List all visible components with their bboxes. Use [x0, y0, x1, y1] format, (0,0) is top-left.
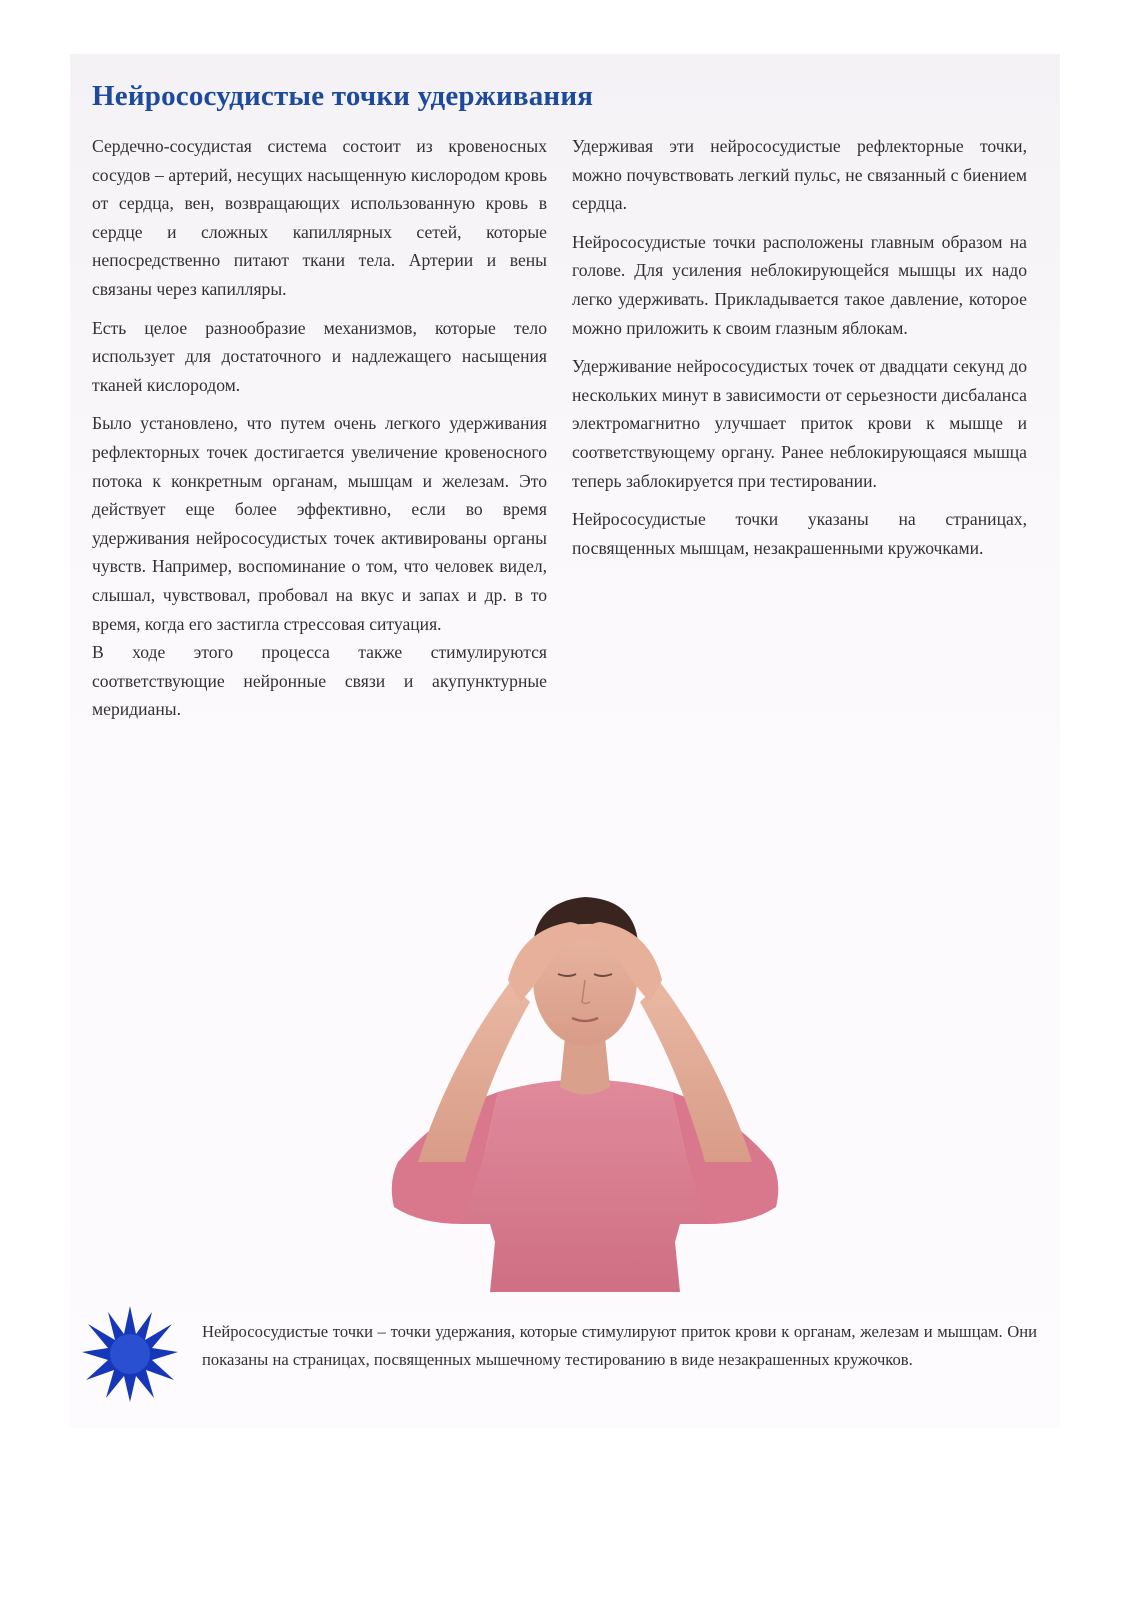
paragraph: В ходе этого процесса также стимулируются соответствующие нейронные связи и акупунктурные меридианы. [92, 642, 547, 720]
paragraph: Нейрососудистые точки указаны на страницах, посвященных мышцам, незакрашенными кружочками. [572, 509, 1027, 558]
paragraph: Удерживая эти нейрососудистые рефлекторные точки, можно почувствовать легкий пульс, не связанный с биением сердца. [572, 136, 1027, 214]
page-title: Нейрососудистые точки удерживания [92, 80, 594, 112]
left-column [92, 132, 547, 734]
note-text: Нейрососудистые точки – точки удержания, которые стимулируют приток крови к органам, железам и мышцам. Они показаны на страницах, посвященных мышечному тестированию в виде незакрашенных кружочков. [202, 1322, 1037, 1370]
starburst-icon [80, 1304, 180, 1404]
paragraph: Нейрососудистые точки расположены главным образом на голове. Для усиления неблокирующейся мышцы их надо легко удерживать. Прикладывается такое давление, которое можно приложить к своим глазным яблокам. [572, 231, 1027, 338]
paragraph: Сердечно-сосудистая система состоит из кровеносных сосудов – артерий, несущих насыщенную кислородом кровь от сердца, вен, возвращающих использованную кровь в сердце и сложных капиллярных сетей, которые непосредственно питают ткани тела. Артерии и вены связаны через капилляры. [92, 136, 547, 299]
paragraph: Было установлено, что путем очень легкого удерживания рефлекторных точек достигается увеличение кровеносного потока к конкретным органам, мышцам и железам. Это действует еще более эффективно, если во время удерживания нейрососудистых точек активированы органы чувств. Например, воспоминание о том, что человек видел, слышал, чувствовал, пробовал на вкус и запах и др. в то время, когда его застигла стрессовая ситуация. [92, 413, 547, 634]
paragraph: Удерживание нейрососудистых точек от двадцати секунд до нескольких минут в зависимости от серьезности дисбаланса электромагнитно улучшает приток крови к мышце и соответствующему органу. Ранее неблокирующаяся мышца теперь заблокируется при тестировании. [572, 356, 1027, 491]
photo-illustration [380, 862, 800, 1292]
note-box [80, 1304, 1040, 1414]
right-column [572, 132, 1027, 572]
woman-holding-forehead-photo [380, 862, 800, 1292]
paragraph: Есть целое разнообразие механизмов, которые тело использует для достаточного и надлежащего насыщения тканей кислородом. [92, 317, 547, 395]
document-page [70, 54, 1060, 1428]
